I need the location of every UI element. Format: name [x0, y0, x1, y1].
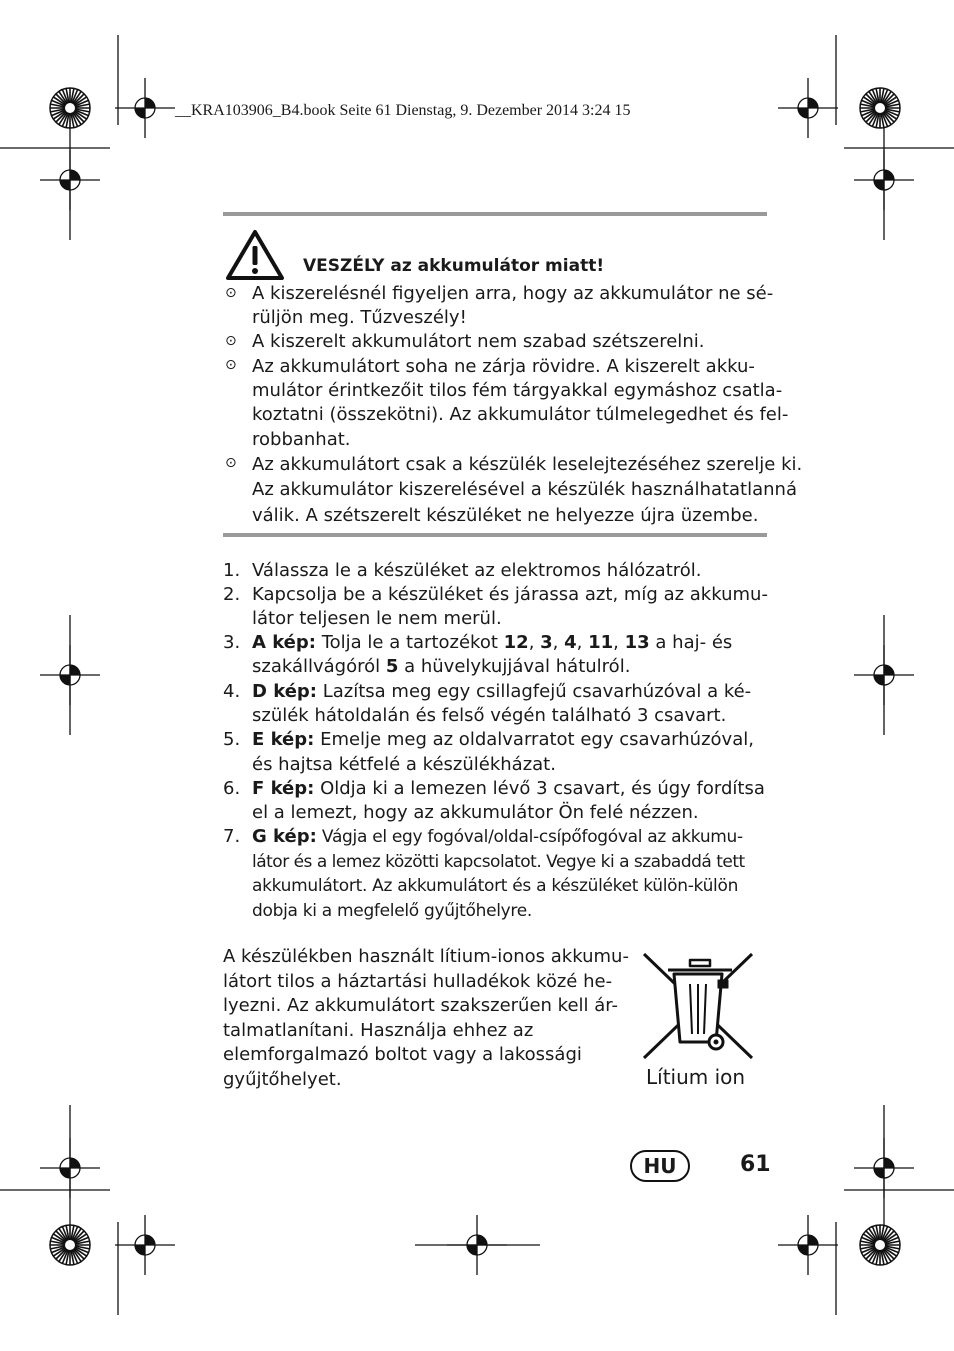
warning-line: mulátor érintkezőit tilos fém tárgyakkal egymáshoz csatla- — [252, 380, 783, 401]
disposal-line: lyezni. Az akkumulátort szakszerűen kell ár- — [223, 995, 619, 1016]
step-7-text: G kép: Vágja el egy fogóval/oldal-csípőfogóval az akkumu- — [252, 826, 743, 847]
bullet-icon: ⊙ — [225, 333, 237, 349]
step-5-text: és hajtsa kétfelé a készülékházat. — [252, 754, 556, 775]
language-badge: HU — [630, 1150, 690, 1182]
warning-line: Az akkumulátort csak a készülék leselejtezéséhez szerelje ki. — [252, 454, 803, 475]
book-header-line: __KRA103906_B4.book Seite 61 Dienstag, 9. Dezember 2014 3:24 15 — [175, 102, 631, 119]
part-number: 3 — [540, 632, 553, 653]
step-2-text: Kapcsolja be a készüléket és járassa azt, míg az akkumu- — [252, 584, 768, 605]
figure-label: E kép: — [252, 729, 315, 750]
step-3-text: A kép: Tolja le a tartozékot 12, 3, 4, 11, 13 a haj- és — [252, 632, 733, 653]
warning-line: Az akkumulátor kiszerelésével a készülék használhatatlanná — [252, 479, 797, 500]
bullet-icon: ⊙ — [225, 285, 237, 301]
disposal-line: talmatlanítani. Használja ehhez az — [223, 1020, 534, 1041]
warning-triangle-icon — [224, 228, 286, 282]
page-number: 61 — [740, 1152, 771, 1177]
disposal-line: elemforgalmazó boltot vagy a lakossági — [223, 1044, 582, 1065]
warning-line: Az akkumulátort soha ne zárja rövidre. A kiszerelt akku- — [252, 356, 755, 377]
part-number: 13 — [624, 632, 650, 653]
warning-title: VESZÉLY az akkumulátor miatt! — [303, 256, 605, 276]
warning-bottom-rule — [223, 533, 767, 537]
crossed-out-bin-icon — [640, 950, 756, 1062]
figure-label: D kép: — [252, 681, 317, 702]
figure-label: F kép: — [252, 778, 315, 799]
warning-line: robbanhat. — [252, 429, 351, 450]
step-7-text: látor és a lemez közötti kapcsolatot. Vegye ki a szabaddá tett — [252, 852, 745, 872]
warning-line: válik. A szétszerelt készüléket ne helyezze újra üzembe. — [252, 505, 759, 526]
step-7-text: dobja ki a megfelelő gyűjtőhelyre. — [252, 901, 532, 921]
part-number: 4 — [564, 632, 577, 653]
figure-label: A kép: — [252, 632, 316, 653]
step-number: 3. — [223, 632, 241, 653]
step-7-text: akkumulátort. Az akkumulátort és a készüléket külön-külön — [252, 876, 739, 896]
step-number: 7. — [223, 826, 241, 847]
warning-line: rüljön meg. Tűzveszély! — [252, 307, 467, 328]
step-4-text: D kép: Lazítsa meg egy csillagfejű csavarhúzóval a ké- — [252, 681, 752, 702]
step-5-text: E kép: Emelje meg az oldalvarratot egy csavarhúzóval, — [252, 729, 754, 750]
warning-line: A kiszerelt akkumulátort nem szabad szétszerelni. — [252, 331, 705, 352]
step-2-text: látor teljesen le nem merül. — [252, 608, 502, 629]
step-6-text: F kép: Oldja ki a lemezen lévő 3 csavart, és úgy fordítsa — [252, 778, 765, 799]
bullet-icon: ⊙ — [225, 357, 237, 373]
step-3-text: szakállvágóról 5 a hüvelykujjával hátulról. — [252, 656, 631, 677]
disposal-line: gyűjtőhelyet. — [223, 1069, 342, 1090]
part-number: 5 — [385, 656, 399, 677]
step-4-text: szülék hátoldalán és felső végén található 3 csavart. — [252, 705, 727, 726]
warning-top-rule — [223, 212, 767, 216]
figure-label: G kép: — [252, 826, 317, 847]
step-6-text: el a lemezt, hogy az akkumulátor Ön felé nézzen. — [252, 802, 699, 823]
warning-line: A kiszerelésnél figyeljen arra, hogy az akkumulátor ne sé- — [252, 283, 774, 304]
step-number: 2. — [223, 584, 241, 605]
bullet-icon: ⊙ — [225, 455, 237, 471]
step-number: 5. — [223, 729, 241, 750]
disposal-line: A készülékben használt lítium-ionos akkumu- — [223, 946, 629, 967]
step-1-text: Válassza le a készüléket az elektromos hálózatról. — [252, 560, 702, 581]
disposal-line: látort tilos a háztartási hulladékok közé he- — [223, 971, 613, 992]
part-number: 11 — [588, 632, 614, 653]
warning-line: koztatni (összekötni). Az akkumulátor túlmelegedhet és fel- — [252, 404, 789, 425]
lithium-ion-caption: Lítium ion — [646, 1065, 746, 1089]
step-number: 6. — [223, 778, 241, 799]
step-number: 4. — [223, 681, 241, 702]
step-number: 1. — [223, 560, 241, 581]
part-number: 12 — [503, 632, 529, 653]
